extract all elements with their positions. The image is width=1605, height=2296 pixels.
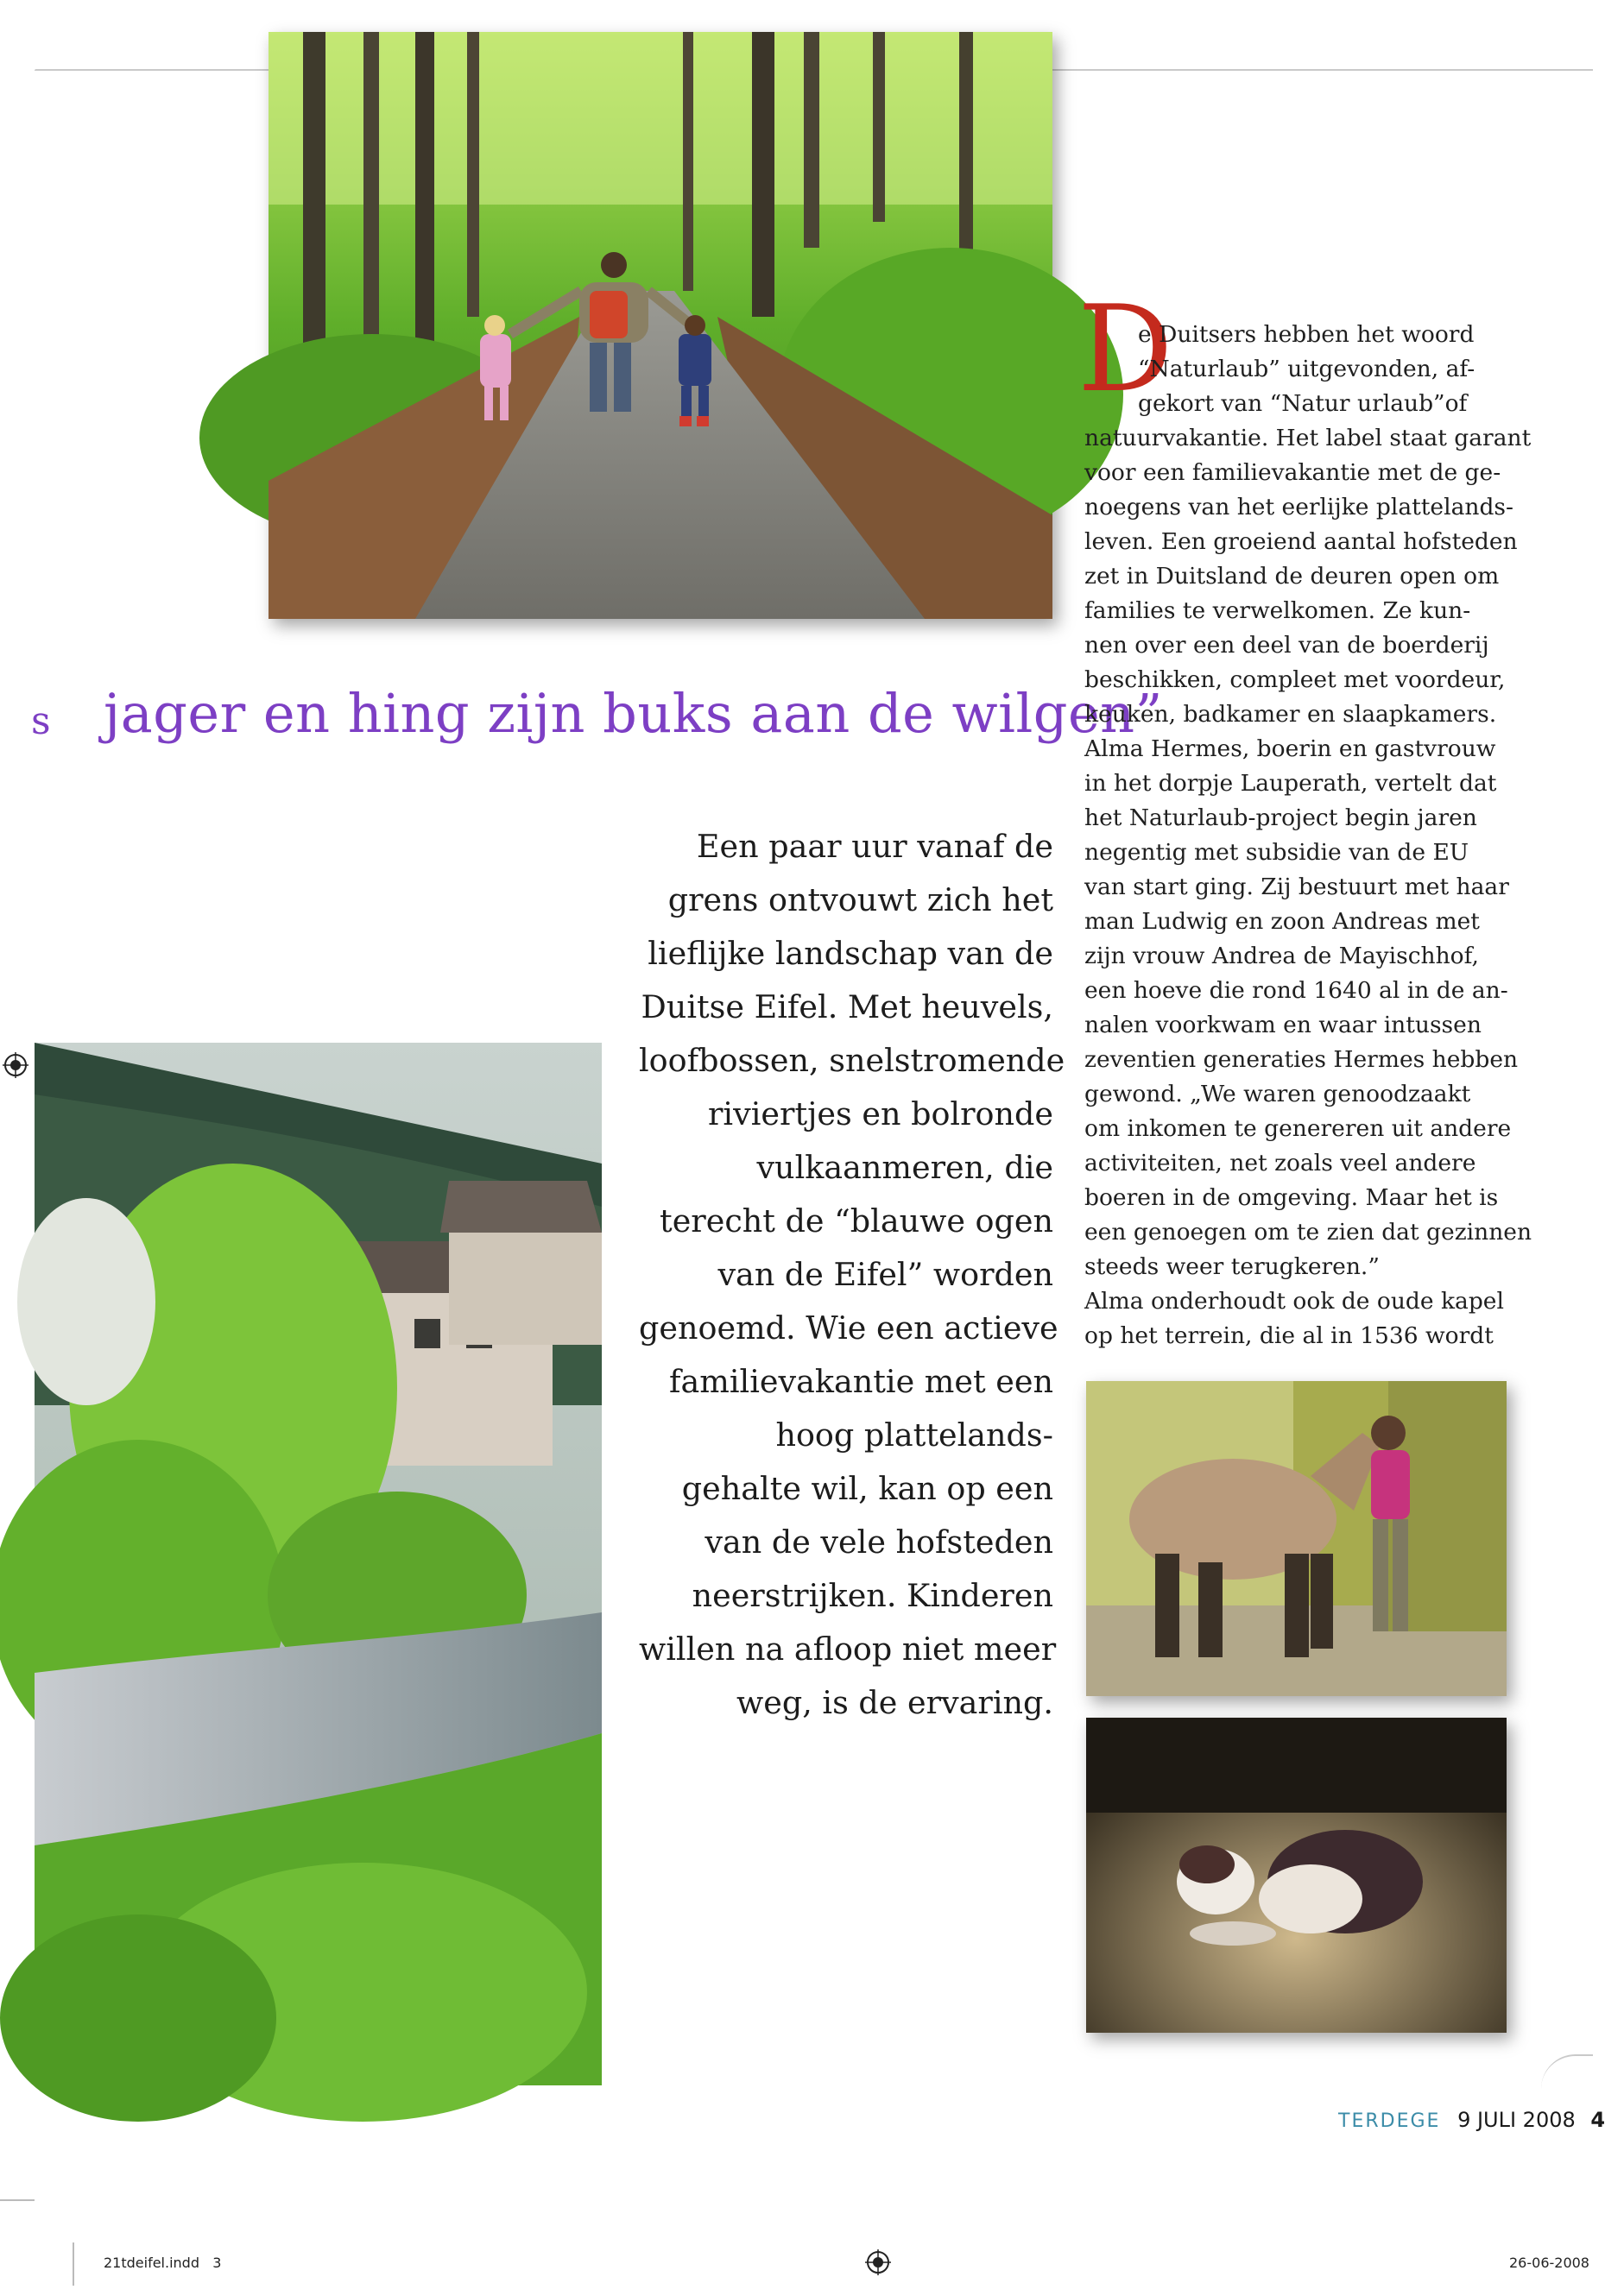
body-line: een hoeve die rond 1640 al in de an- bbox=[1084, 977, 1508, 1004]
pull-quote-heading: jager en hing zijn buks aan de wilgen” bbox=[104, 682, 1163, 745]
body-line: steeds weer terugkeren.” bbox=[1084, 1253, 1380, 1280]
body-line: het Naturlaub-project begin jaren bbox=[1084, 804, 1477, 831]
page-footer bbox=[1338, 2108, 1605, 2132]
body-line: een genoegen om te zien dat gezinnen bbox=[1084, 1219, 1532, 1246]
body-line: zijn vrouw Andrea de Mayischhof, bbox=[1084, 943, 1479, 969]
slug-date: 26-06-2008 bbox=[1509, 2255, 1589, 2271]
body-line: nen over een deel van de boerderij bbox=[1084, 632, 1489, 659]
intro-line: van de Eifel” worden bbox=[717, 1256, 1053, 1293]
forest-path-photo bbox=[269, 32, 1052, 619]
intro-line: lieflijke landschap van de bbox=[648, 935, 1053, 972]
intro-line: gehalte wil, kan op een bbox=[681, 1470, 1053, 1507]
body-line: Alma Hermes, boerin en gastvrouw bbox=[1084, 735, 1496, 762]
intro-line: riviertjes en bolronde bbox=[707, 1095, 1053, 1132]
body-line: zet in Duitsland de deuren open om bbox=[1084, 563, 1500, 590]
intro-line: Duitse Eifel. Met heuvels, bbox=[641, 988, 1053, 1025]
forest-path-illustration bbox=[269, 32, 1052, 619]
intro-line: terecht de “blauwe ogen bbox=[660, 1202, 1053, 1239]
heading-fragment: s bbox=[31, 699, 51, 743]
body-line: nalen voorkwam en waar intussen bbox=[1084, 1012, 1482, 1038]
body-column bbox=[1084, 318, 1532, 1353]
body-line: voor een familievakantie met de ge- bbox=[1084, 459, 1501, 486]
body-line: gewond. „We waren genoodzaakt bbox=[1084, 1081, 1471, 1107]
body-line: op het terrein, die al in 1536 wordt bbox=[1084, 1322, 1494, 1349]
body-line: activiteiten, net zoals veel andere bbox=[1084, 1150, 1476, 1176]
body-line: gekort van “Natur urlaub”of bbox=[1138, 390, 1468, 417]
body-line: zeventien generaties Hermes hebben bbox=[1084, 1046, 1519, 1073]
intro-line: hoog plattelands- bbox=[775, 1416, 1053, 1454]
bottom-right-rule bbox=[1541, 2054, 1593, 2108]
body-line: boeren in de omgeving. Maar het is bbox=[1084, 1184, 1499, 1211]
intro-line: familievakantie met een bbox=[668, 1363, 1053, 1400]
calf-illustration bbox=[1086, 1718, 1507, 2033]
river-village-photo bbox=[35, 1043, 602, 2085]
body-line: families te verwelkomen. Ze kun- bbox=[1084, 597, 1471, 624]
intro-line: Een paar uur vanaf de bbox=[696, 828, 1053, 865]
registration-mark-icon bbox=[3, 1052, 28, 1078]
page-number: 4 bbox=[1590, 2108, 1605, 2132]
intro-line: van de vele hofsteden bbox=[705, 1523, 1053, 1561]
body-line: e Duitsers hebben het woord bbox=[1138, 321, 1475, 348]
body-line: negentig met subsidie van de EU bbox=[1084, 839, 1469, 866]
magazine-name: TERDEGE bbox=[1338, 2110, 1441, 2132]
crop-mark-line bbox=[0, 2199, 35, 2201]
horse-photo bbox=[1086, 1381, 1507, 1696]
body-line: van start ging. Zij bestuurt met haar bbox=[1084, 874, 1509, 900]
intro-paragraph bbox=[639, 820, 1065, 1730]
intro-line: grens ontvouwt zich het bbox=[667, 881, 1053, 918]
issue-date: 9 JULI 2008 bbox=[1457, 2108, 1576, 2132]
intro-line: neerstrijken. Kinderen bbox=[692, 1577, 1053, 1614]
body-line: in het dorpje Lauperath, vertelt dat bbox=[1084, 770, 1497, 797]
body-line: man Ludwig en zoon Andreas met bbox=[1084, 908, 1480, 935]
calf-photo bbox=[1086, 1718, 1507, 2033]
body-line: “Naturlaub” uitgevonden, af- bbox=[1138, 356, 1475, 382]
body-line: natuurvakantie. Het label staat garant bbox=[1084, 425, 1532, 451]
body-line: keuken, badkamer en slaapkamers. bbox=[1084, 701, 1497, 728]
horse-illustration bbox=[1086, 1381, 1507, 1696]
body-line: Alma onderhoudt ook de oude kapel bbox=[1084, 1288, 1504, 1315]
slug-filename: 21tdeifel.indd 3 bbox=[104, 2255, 222, 2271]
drop-cap: D bbox=[1077, 280, 1173, 419]
intro-line: willen na afloop niet meer bbox=[639, 1631, 1057, 1668]
body-line: beschikken, compleet met voordeur, bbox=[1084, 666, 1506, 693]
slug-divider bbox=[73, 2242, 74, 2286]
body-line: noegens van het eerlijke plattelands- bbox=[1084, 494, 1513, 520]
intro-line: loofbossen, snelstromende bbox=[639, 1042, 1065, 1079]
intro-line: genoemd. Wie een actieve bbox=[639, 1309, 1058, 1347]
intro-line: weg, is de ervaring. bbox=[736, 1684, 1053, 1721]
body-line: om inkomen te genereren uit andere bbox=[1084, 1115, 1512, 1142]
river-village-illustration bbox=[35, 1043, 602, 2085]
registration-mark-icon bbox=[865, 2249, 891, 2275]
body-line: leven. Een groeiend aantal hofsteden bbox=[1084, 528, 1518, 555]
intro-line: vulkaanmeren, die bbox=[756, 1149, 1053, 1186]
